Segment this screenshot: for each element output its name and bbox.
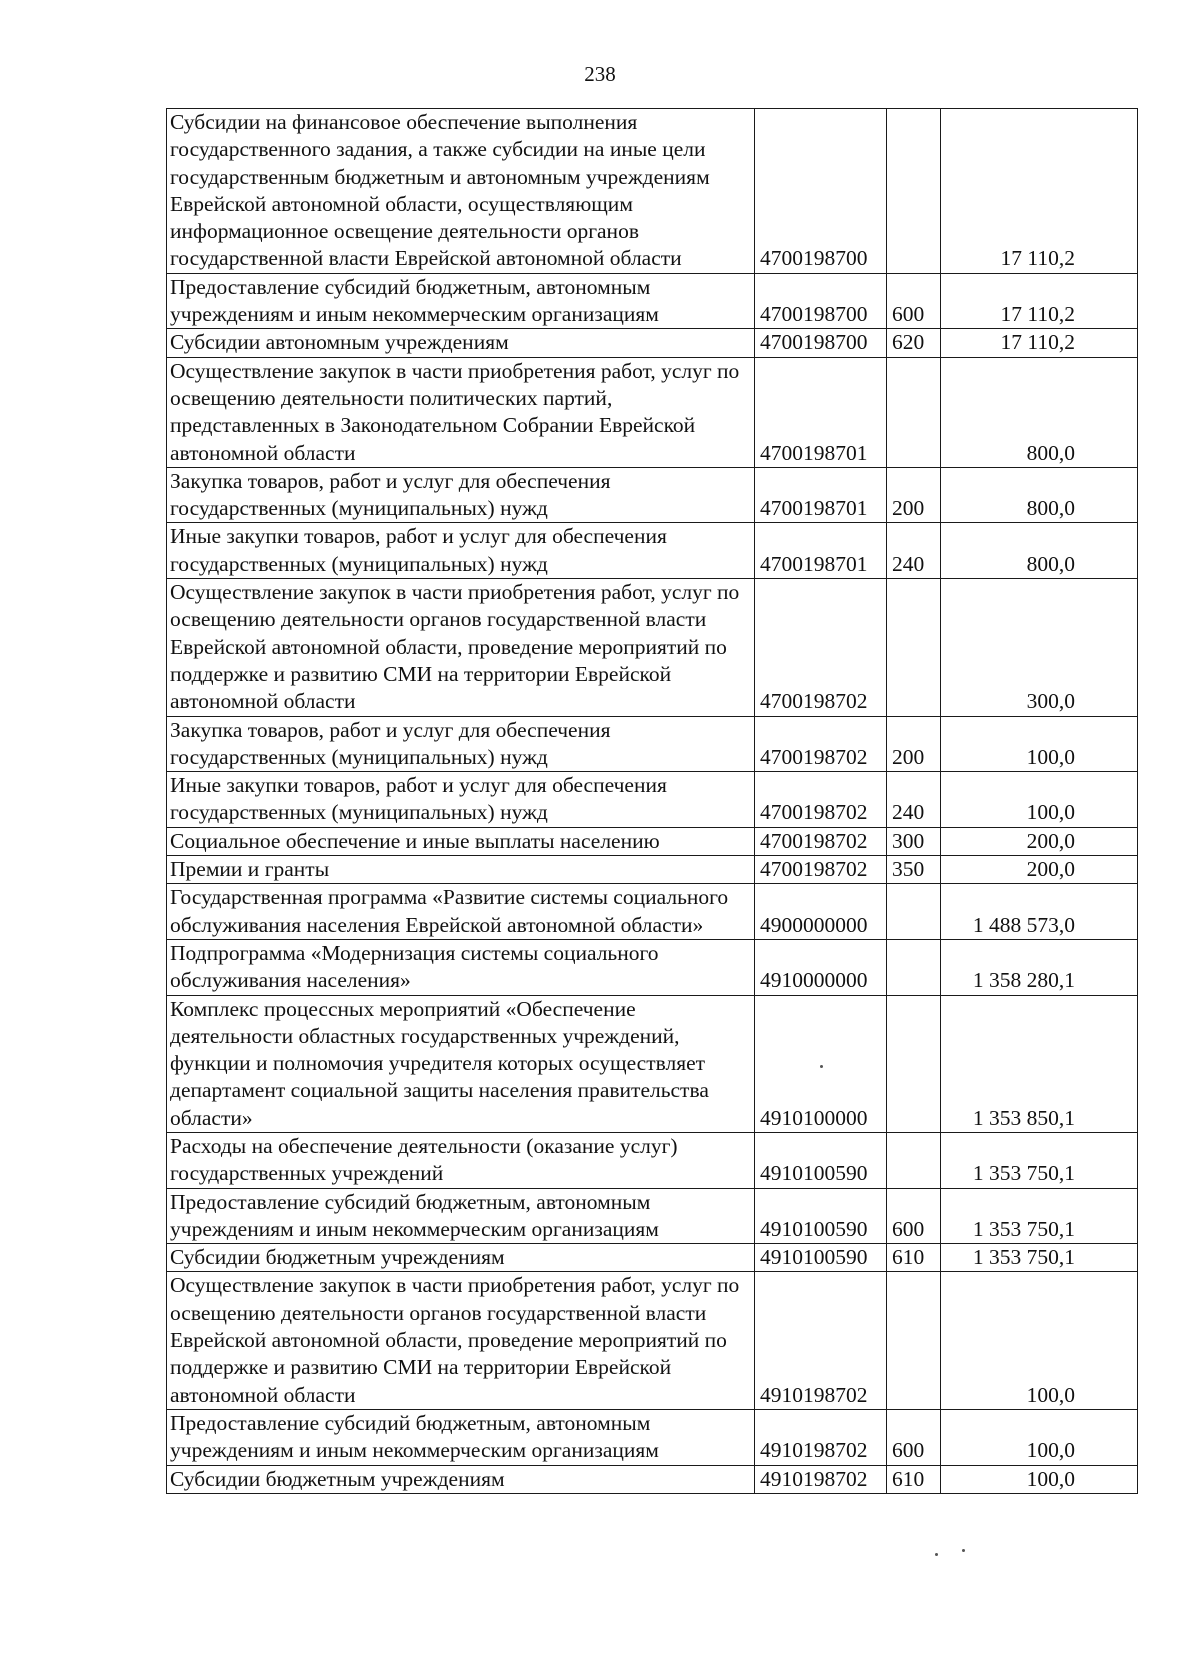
- table-row: [167, 939, 1138, 995]
- table-row: [167, 1188, 1138, 1244]
- row-name-cell: Закупка товаров, работ и услуг для обеспечения государственных (муниципальных) нужд: [167, 716, 755, 772]
- table-row: [167, 109, 1138, 274]
- row-type-cell: 240: [887, 523, 941, 579]
- row-type-cell: [887, 1132, 941, 1188]
- row-type-cell: [887, 357, 941, 467]
- row-sum-cell: 1 353 850,1: [941, 995, 1138, 1132]
- table-row: [167, 884, 1138, 940]
- table-row: [167, 995, 1138, 1132]
- row-type-cell: 350: [887, 856, 941, 884]
- row-code-cell: 4910198702: [755, 1272, 887, 1409]
- row-code-cell: 4700198701: [755, 523, 887, 579]
- row-sum-cell: 200,0: [941, 856, 1138, 884]
- row-name-cell: Закупка товаров, работ и услуг для обеспечения государственных (муниципальных) нужд: [167, 467, 755, 523]
- row-name-cell: Субсидии автономным учреждениям: [167, 329, 755, 357]
- table-row: [167, 579, 1138, 716]
- row-code-cell: 4910100000: [755, 995, 887, 1132]
- row-sum-cell: 100,0: [941, 1409, 1138, 1465]
- row-sum-cell: 200,0: [941, 827, 1138, 855]
- table-row: [167, 329, 1138, 357]
- row-sum-cell: 17 110,2: [941, 329, 1138, 357]
- row-name-cell: Предоставление субсидий бюджетным, автономным учреждениям и иным некоммерческим организациям: [167, 1188, 755, 1244]
- row-name-cell: Комплекс процессных мероприятий «Обеспечение деятельности областных государственных учреждений, функции и полномочия учредителя которых осуществляет департамент социальной защиты населения правительства области»: [167, 995, 755, 1132]
- row-sum-cell: 1 353 750,1: [941, 1188, 1138, 1244]
- row-code-cell: 4910000000: [755, 939, 887, 995]
- table-row: [167, 1272, 1138, 1409]
- row-code-cell: 4910198702: [755, 1409, 887, 1465]
- row-type-cell: [887, 995, 941, 1132]
- row-type-cell: [887, 884, 941, 940]
- row-code-cell: 4700198702: [755, 579, 887, 716]
- row-code-cell: 4700198702: [755, 772, 887, 828]
- row-code-cell: 4700198702: [755, 827, 887, 855]
- row-name-cell: Иные закупки товаров, работ и услуг для обеспечения государственных (муниципальных) нужд: [167, 523, 755, 579]
- scan-speck: [935, 1553, 938, 1556]
- row-type-cell: 610: [887, 1465, 941, 1493]
- row-code-cell: 4910198702: [755, 1465, 887, 1493]
- row-name-cell: Субсидии бюджетным учреждениям: [167, 1465, 755, 1493]
- row-sum-cell: 17 110,2: [941, 273, 1138, 329]
- row-code-cell: 4700198701: [755, 467, 887, 523]
- row-sum-cell: 100,0: [941, 1465, 1138, 1493]
- budget-table-body: [167, 109, 1138, 1494]
- row-code-cell: 4700198702: [755, 856, 887, 884]
- row-code-cell: 4700198700: [755, 109, 887, 274]
- row-sum-cell: 800,0: [941, 523, 1138, 579]
- row-type-cell: [887, 939, 941, 995]
- row-sum-cell: 1 353 750,1: [941, 1132, 1138, 1188]
- row-code-cell: 4700198700: [755, 273, 887, 329]
- row-name-cell: Премии и гранты: [167, 856, 755, 884]
- row-type-cell: [887, 1272, 941, 1409]
- row-name-cell: Расходы на обеспечение деятельности (оказание услуг) государственных учреждений: [167, 1132, 755, 1188]
- row-sum-cell: 1 488 573,0: [941, 884, 1138, 940]
- row-sum-cell: 100,0: [941, 1272, 1138, 1409]
- page-number: 238: [584, 62, 616, 86]
- row-type-cell: [887, 109, 941, 274]
- row-sum-cell: 100,0: [941, 772, 1138, 828]
- budget-table: [166, 108, 1138, 1494]
- row-code-cell: 4900000000: [755, 884, 887, 940]
- table-row: [167, 856, 1138, 884]
- scan-speck: [820, 1065, 823, 1068]
- row-name-cell: Подпрограмма «Модернизация системы социального обслуживания населения»: [167, 939, 755, 995]
- table-row: [167, 273, 1138, 329]
- table-row: [167, 1132, 1138, 1188]
- row-name-cell: Осуществление закупок в части приобретения работ, услуг по освещению деятельности политических партий, представленных в Законодательном Собрании Еврейской автономной области: [167, 357, 755, 467]
- row-name-cell: Субсидии на финансовое обеспечение выполнения государственного задания, а также субсидии на иные цели государственным бюджетным и автономным учреждениям Еврейской автономной области, осуществляющим информационное освещение деятельности органов государственной власти Еврейской автономной области: [167, 109, 755, 274]
- row-sum-cell: 800,0: [941, 467, 1138, 523]
- row-sum-cell: 800,0: [941, 357, 1138, 467]
- table-row: [167, 1465, 1138, 1493]
- table-row: [167, 772, 1138, 828]
- row-type-cell: 200: [887, 716, 941, 772]
- row-name-cell: Предоставление субсидий бюджетным, автономным учреждениям и иным некоммерческим организациям: [167, 273, 755, 329]
- row-sum-cell: 1 358 280,1: [941, 939, 1138, 995]
- row-sum-cell: 300,0: [941, 579, 1138, 716]
- row-code-cell: 4700198701: [755, 357, 887, 467]
- row-sum-cell: 1 353 750,1: [941, 1244, 1138, 1272]
- table-row: [167, 523, 1138, 579]
- row-code-cell: 4910100590: [755, 1132, 887, 1188]
- row-type-cell: 240: [887, 772, 941, 828]
- row-sum-cell: 17 110,2: [941, 109, 1138, 274]
- row-code-cell: 4910100590: [755, 1188, 887, 1244]
- row-name-cell: Социальное обеспечение и иные выплаты населению: [167, 827, 755, 855]
- row-type-cell: 600: [887, 273, 941, 329]
- table-row: [167, 827, 1138, 855]
- scan-speck: [962, 1549, 965, 1552]
- table-row: [167, 467, 1138, 523]
- table-row: [167, 716, 1138, 772]
- table-row: [167, 1244, 1138, 1272]
- row-name-cell: Осуществление закупок в части приобретения работ, услуг по освещению деятельности органов государственной власти Еврейской автономной области, проведение мероприятий по поддержке и развитию СМИ на территории Еврейской автономной области: [167, 579, 755, 716]
- row-type-cell: 300: [887, 827, 941, 855]
- row-sum-cell: 100,0: [941, 716, 1138, 772]
- row-type-cell: [887, 579, 941, 716]
- row-type-cell: 620: [887, 329, 941, 357]
- row-name-cell: Иные закупки товаров, работ и услуг для обеспечения государственных (муниципальных) нужд: [167, 772, 755, 828]
- row-code-cell: 4700198702: [755, 716, 887, 772]
- row-code-cell: 4910100590: [755, 1244, 887, 1272]
- row-name-cell: Государственная программа «Развитие системы социального обслуживания населения Еврейской автономной области»: [167, 884, 755, 940]
- row-name-cell: Предоставление субсидий бюджетным, автономным учреждениям и иным некоммерческим организациям: [167, 1409, 755, 1465]
- row-type-cell: 600: [887, 1409, 941, 1465]
- row-name-cell: Осуществление закупок в части приобретения работ, услуг по освещению деятельности органов государственной власти Еврейской автономной области, проведение мероприятий по поддержке и развитию СМИ на территории Еврейской автономной области: [167, 1272, 755, 1409]
- row-type-cell: 200: [887, 467, 941, 523]
- row-name-cell: Субсидии бюджетным учреждениям: [167, 1244, 755, 1272]
- table-row: [167, 357, 1138, 467]
- table-row: [167, 1409, 1138, 1465]
- row-type-cell: 600: [887, 1188, 941, 1244]
- row-type-cell: 610: [887, 1244, 941, 1272]
- row-code-cell: 4700198700: [755, 329, 887, 357]
